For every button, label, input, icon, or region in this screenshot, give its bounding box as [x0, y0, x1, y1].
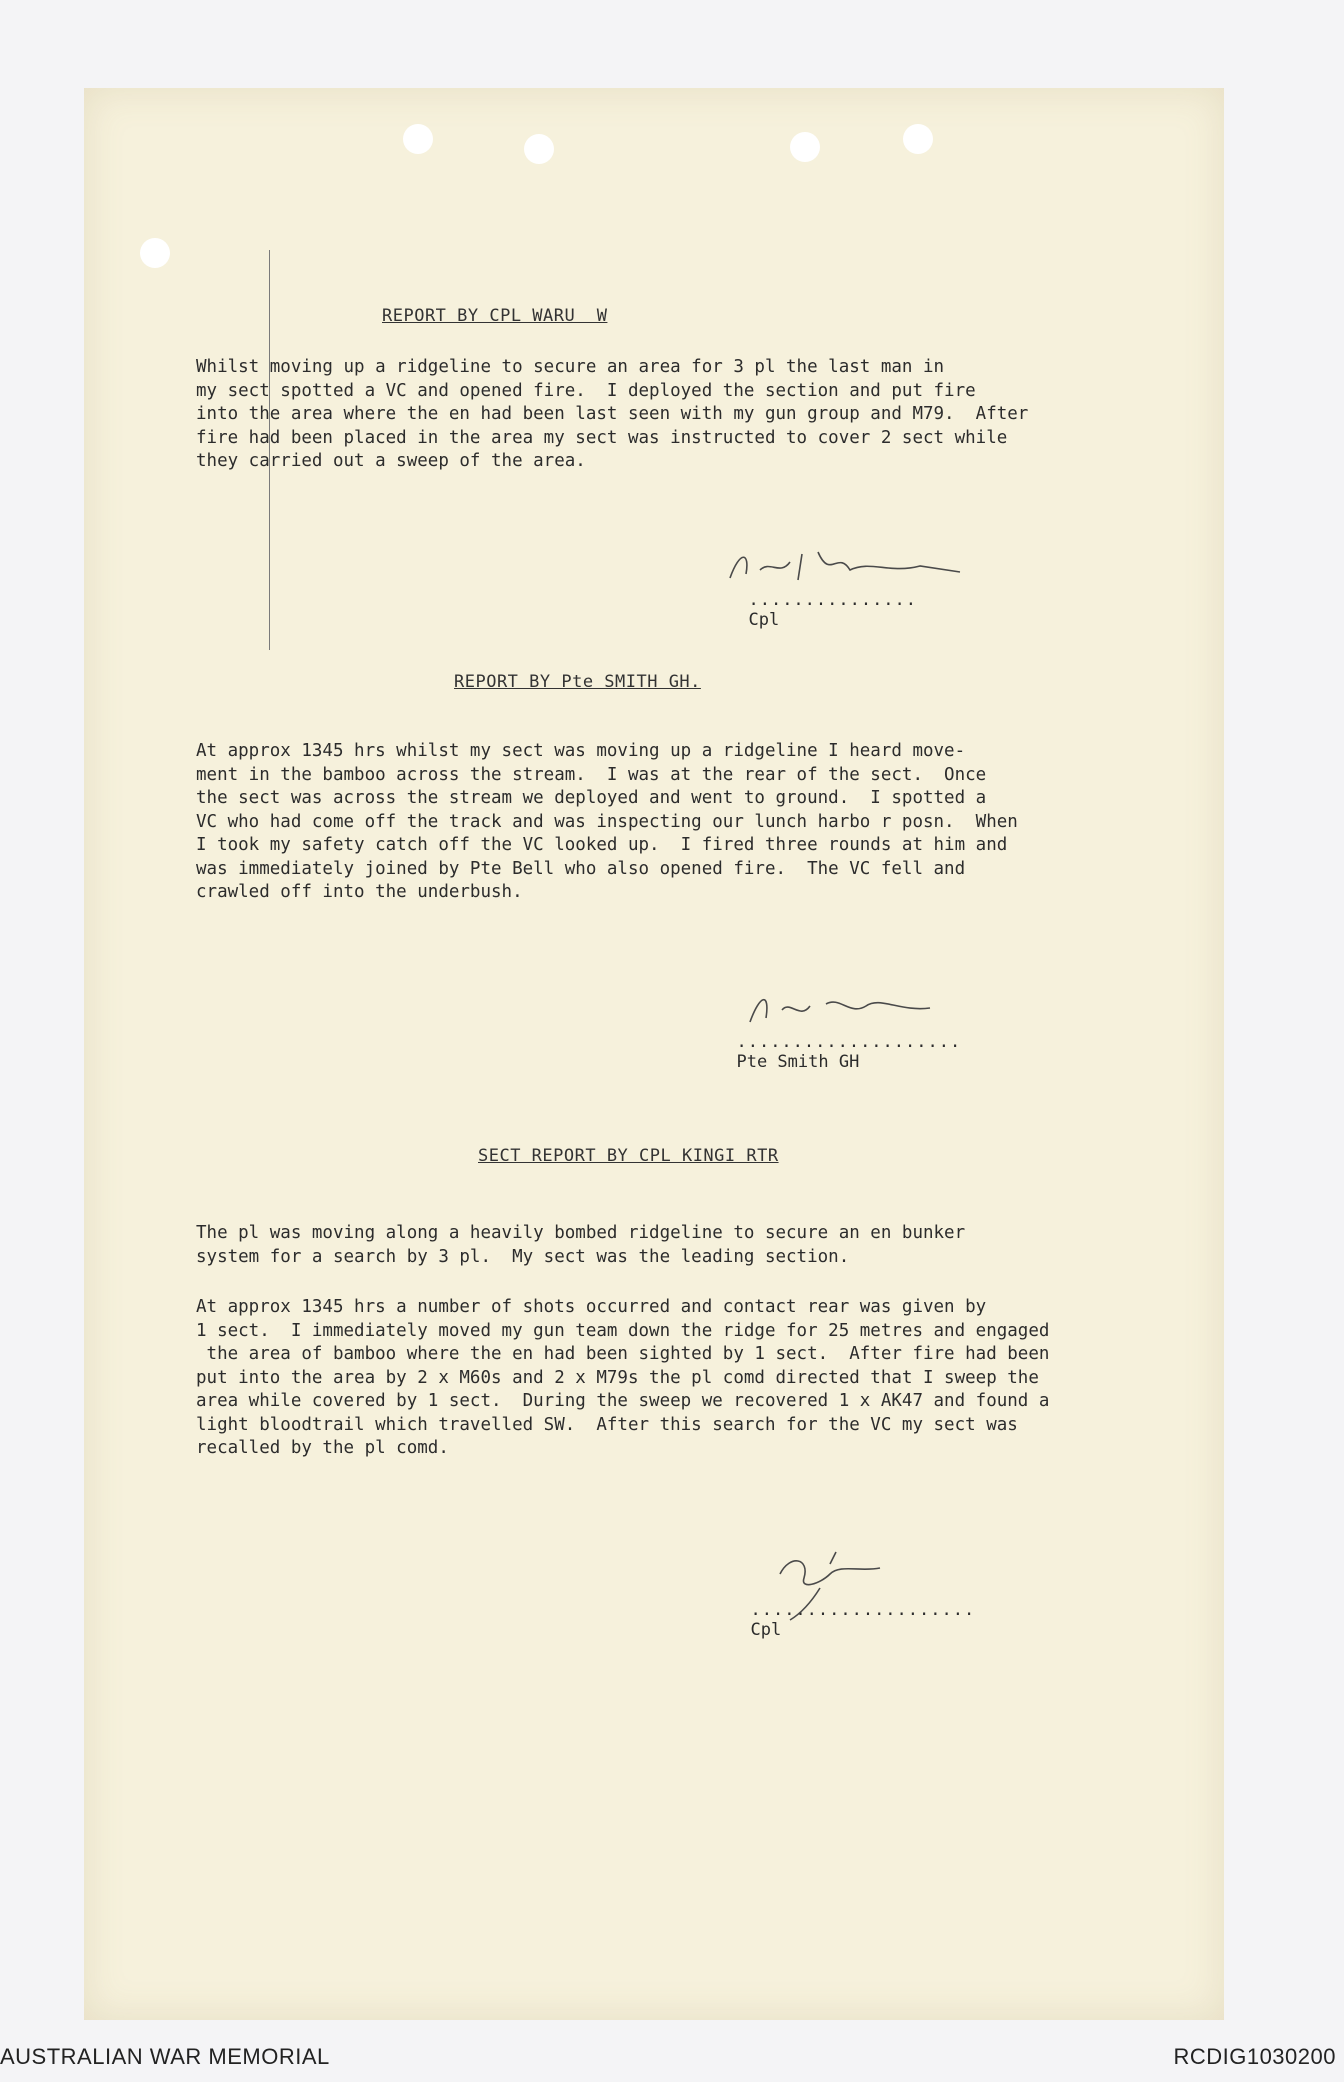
report-heading: REPORT BY CPL WARU W: [382, 306, 608, 326]
punch-hole: [403, 124, 433, 154]
report-body: Whilst moving up a ridgeline to secure an area for 3 pl the last man in my sect spotted a VC and opened fire. I deployed the section and put fire into the area where the en had been last seen with my gun group and M79. After fire had been placed in the area my sect was instructed to cover 2 sect while they carried out a sweep of the area.: [196, 357, 1029, 471]
report-body: At approx 1345 hrs a number of shots occurred and contact rear was given by 1 sect. I immediately moved my gun team down the ridge for 25 metres and engaged the area of bamboo where the en had been sighted by 1 sect. After fire had been put into the area by 2 x M60s and 2 x M79s the pl comd directed that I sweep the area while covered by 1 sect. During the sweep we recovered 1 x AK47 and found a light bloodtrail which travelled SW. After this search for the VC my sect was recalled by the pl comd.: [196, 1297, 1050, 1458]
report-heading: REPORT BY Pte SMITH GH.: [454, 672, 701, 692]
signature-line: [730, 1580, 975, 1640]
report-body: The pl was moving along a heavily bombed ridgeline to secure an en bunker system for a search by 3 pl. My sect was the leading section.: [196, 1223, 966, 1267]
punch-hole: [524, 134, 554, 164]
punch-hole: [140, 238, 170, 268]
signature-dots: ....................: [750, 1600, 976, 1620]
footer-record-id: RCDIG1030200: [1173, 2044, 1336, 2069]
signature-line: [716, 1012, 961, 1072]
punch-hole: [790, 132, 820, 162]
signature-rank: Pte Smith GH: [736, 1052, 860, 1072]
signature-rank: Cpl: [750, 1620, 782, 1640]
punch-hole: [903, 124, 933, 154]
signature-line: [728, 570, 917, 630]
footer-source: AUSTRALIAN WAR MEMORIAL: [0, 2044, 330, 2069]
report-body: At approx 1345 hrs whilst my sect was moving up a ridgeline I heard move- ment in the bamboo across the stream. I was at the rear of the sect. Once the sect was across the stream we deployed and went to ground. I spotted a VC who had come off the track and was inspecting our lunch harbo r posn. When I took my safety catch off the VC looked up. I fired three rounds at him and was immediately joined by Pte Bell who also opened fire. The VC fell and crawled off into the underbush.: [196, 741, 1018, 902]
signature-dots: ....................: [736, 1032, 962, 1052]
signature-dots: ...............: [748, 590, 918, 610]
report-heading: SECT REPORT BY CPL KINGI RTR: [478, 1146, 779, 1166]
signature-rank: Cpl: [748, 610, 780, 630]
